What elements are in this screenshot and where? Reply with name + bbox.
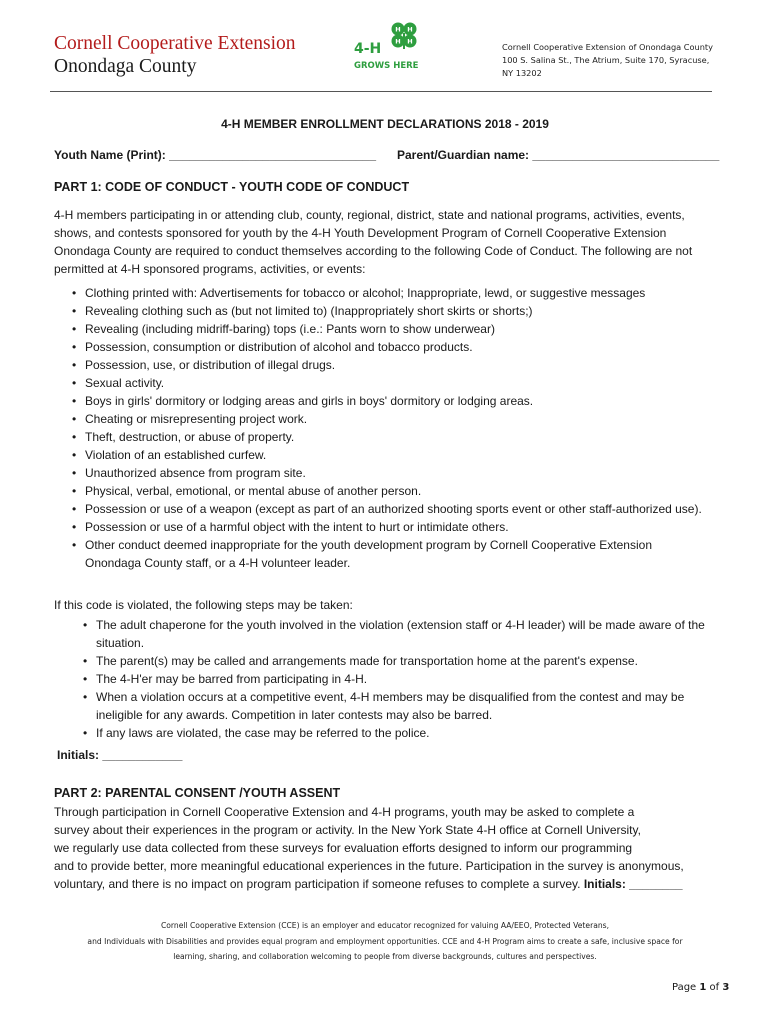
- list-item: • Physical, verbal, emotional, or mental abuse of another person.: [70, 482, 740, 500]
- list-item: • Possession or use of a weapon (except as part of an authorized shooting sports event or other staff-authorized use).: [70, 500, 740, 518]
- body-line: Through participation in Cornell Cooperative Extension and 4-H programs, youth may be asked to complete a: [54, 805, 635, 819]
- list-item: • The parent(s) may be called and arrangements made for transportation home at the parent's expense.: [81, 652, 721, 670]
- violation-steps: [81, 616, 721, 742]
- footer-notice: [30, 918, 740, 965]
- svg-text:H: H: [395, 25, 401, 34]
- four-h-clover-logo: [350, 18, 432, 76]
- list-item: • Revealing clothing such as (but not limited to) (Inappropriately short skirts or shorts;): [70, 302, 740, 320]
- svg-text:H: H: [407, 37, 413, 46]
- office-address: [502, 41, 732, 80]
- list-item: • Sexual activity.: [70, 374, 740, 392]
- list-item: • Clothing printed with: Advertisements for tobacco or alcohol; Inappropriate, lewd, or suggestive messages: [70, 284, 740, 302]
- list-item: • Revealing (including midriff-baring) tops (i.e.: Pants worn to show underwear): [70, 320, 740, 338]
- list-item: • Boys in girls' dormitory or lodging areas and girls in boys' dormitory or lodging areas.: [70, 392, 740, 410]
- youth-name-field[interactable]: Youth Name (Print): _______________________________: [54, 148, 376, 162]
- svg-text:H: H: [407, 25, 413, 34]
- list-item: • Possession, consumption or distribution of alcohol and tobacco products.: [70, 338, 740, 356]
- list-item: • Other conduct deemed inappropriate for the youth development program by Cornell Cooperative Extension Onondaga County staff, or a 4-H volunteer leader.: [70, 536, 695, 572]
- page-sep: of: [706, 982, 723, 993]
- guardian-name-field[interactable]: Parent/Guardian name: ____________________________: [397, 148, 720, 162]
- body-line: [54, 875, 754, 893]
- violation-intro: If this code is violated, the following steps may be taken:: [54, 598, 353, 612]
- intro-line: shows, and contests sponsored for youth by the 4-H Youth Development Program of Cornell Cooperative Extension: [54, 226, 667, 240]
- list-item: • Cheating or misrepresenting project work.: [70, 410, 740, 428]
- cce-logo-line1: Cornell Cooperative Extension: [54, 33, 296, 54]
- list-item: • If any laws are violated, the case may be referred to the police.: [81, 724, 721, 742]
- list-item: • When a violation occurs at a competitive event, 4-H members may be disqualified from the contest and may be ineligible for any awards. Competition in later contests may also be barred.: [81, 688, 721, 724]
- list-item: • Possession or use of a harmful object with the intent to hurt or intimidate others.: [70, 518, 740, 536]
- part1-initials-field[interactable]: Initials: ____________: [57, 748, 183, 762]
- part1-intro: [54, 206, 734, 278]
- four-h-slogan: GROWS HERE: [354, 61, 419, 71]
- page-total: 3: [722, 982, 730, 993]
- body-line: we regularly use data collected from these surveys for evaluation efforts designed to inform our programming: [54, 841, 633, 855]
- footer-line: Cornell Cooperative Extension (CCE) is an employer and educator recognized for valuing AA/EEO, Protected Veterans,: [160, 921, 610, 930]
- address-line: Cornell Cooperative Extension of Onondaga County: [502, 42, 713, 52]
- footer-line: learning, sharing, and collaboration welcoming to people from diverse backgrounds, cultures and perspectives.: [173, 952, 597, 961]
- prohibited-list: [70, 284, 740, 572]
- list-item: • Unauthorized absence from program site.: [70, 464, 740, 482]
- body-line: and to provide better, more meaningful educational experiences in the future. Participation in the survey is anonymous,: [54, 859, 684, 873]
- page-prefix: Page: [672, 982, 700, 993]
- intro-line: 4-H members participating in or attending club, county, regional, district, state and national programs, activities, events,: [54, 208, 685, 222]
- intro-line: permitted at 4-H sponsored programs, activities, or events:: [54, 262, 366, 276]
- footer-line: and Individuals with Disabilities and provides equal program and employment opportunities. CCE and 4-H Program aims to create a safe, inclusive space for: [87, 936, 683, 946]
- address-line: 100 S. Salina St., The Atrium, Suite 170, Syracuse,: [502, 55, 710, 65]
- body-line: survey about their experiences in the program or activity. In the New York State 4-H office at Cornell University,: [54, 823, 641, 837]
- last-line: voluntary, and there is no impact on program participation if someone refuses to complete a survey.: [54, 877, 584, 891]
- list-item: • Possession, use, or distribution of illegal drugs.: [70, 356, 740, 374]
- page-number: [672, 982, 729, 993]
- svg-text:H: H: [395, 37, 401, 46]
- part2-initials-field[interactable]: Initials: ________: [583, 877, 683, 891]
- list-item: • The adult chaperone for the youth involved in the violation (extension staff or 4-H leader) will be made aware of the situation.: [81, 616, 721, 652]
- page-current: 1: [699, 982, 707, 993]
- list-item: • The 4-H'er may be barred from participating in 4-H.: [81, 670, 721, 688]
- intro-line: Onondaga County are required to conduct themselves according to the following Code of Conduct. The following are not: [54, 244, 693, 258]
- four-h-mark: 4-H: [354, 41, 382, 57]
- part2-heading: PART 2: PARENTAL CONSENT /YOUTH ASSENT: [54, 786, 341, 800]
- list-item: • Theft, destruction, or abuse of property.: [70, 428, 740, 446]
- list-item: • Violation of an established curfew.: [70, 446, 740, 464]
- address-line: NY 13202: [502, 68, 542, 78]
- header-divider: [50, 91, 712, 92]
- cce-logo-line2: Onondaga County: [54, 56, 197, 77]
- part1-heading: PART 1: CODE OF CONDUCT - YOUTH CODE OF CONDUCT: [54, 180, 410, 194]
- part2-body: [54, 803, 754, 893]
- document-title: 4-H MEMBER ENROLLMENT DECLARATIONS 2018 - 2019: [221, 117, 549, 131]
